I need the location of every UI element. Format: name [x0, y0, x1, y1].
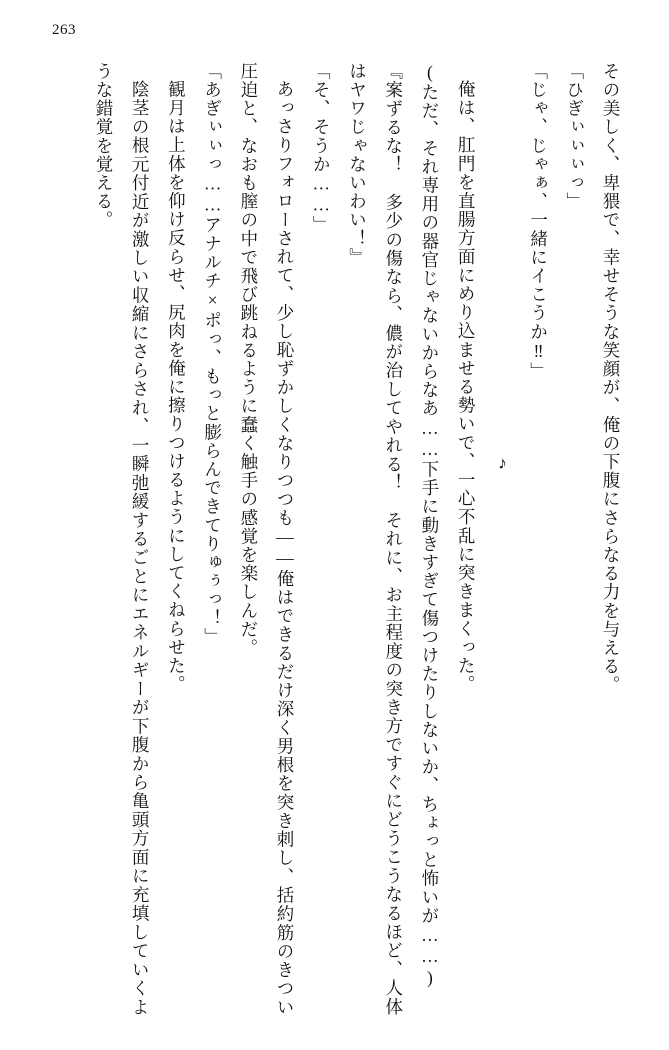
paragraph: 「そ、そうか……」 — [311, 62, 332, 235]
paragraph: 『案ずるな！ 多少の傷なら、儂が治してやれる！ それに、お主程度の突き方ですぐにどうこうなるほど、人体はヤワじゃないわい！』 — [347, 62, 404, 1016]
page-text-body — [40, 62, 629, 1016]
paragraph: 俺は、肛門を直腸方面にめり込ませる勢いで、一心不乱に突きまくった。 — [456, 79, 477, 694]
paragraph: その美しく、卑猥で、幸せそうな笑顔が、俺の下腹にさらなる力を与える。 — [601, 62, 621, 695]
paragraph: 「ひぎぃぃぃっ」 — [564, 62, 585, 211]
paragraph: (ただ、それ専用の器官じゃないからなあ……下手に動きすぎて傷つけたりしないか、ちょっと怖いが……) — [419, 62, 440, 989]
paragraph: ♪ — [492, 62, 513, 474]
paragraph: 陰茎の根元付近が激しい収縮にさらされ、一瞬弛緩するごとにエネルギーが下腹から亀頭方面に充填していくような錯覚を覚える。 — [93, 62, 151, 1016]
paragraph: 「あぎぃぃっ……アナルチ×ポっ、もっと膨らんできてりゅぅっ！」 — [202, 62, 223, 647]
paragraph: 観月は上体を仰け反らせ、尻肉を俺に擦りつけるようにしてくねらせた。 — [166, 79, 187, 694]
paragraph: あっさりフォローされて、少し恥ずかしくなりつつも――俺はできるだけ深く男根を突き刺し、括約筋のきつい圧迫と、なおも膣の中で飛び跳ねるように蠢く触手の感覚を楽しんだ。 — [238, 62, 296, 1016]
paragraph: 「じゃ、じゃぁ、一緒にイこうか‼」 — [528, 62, 549, 381]
page-number: 263 — [52, 22, 76, 38]
